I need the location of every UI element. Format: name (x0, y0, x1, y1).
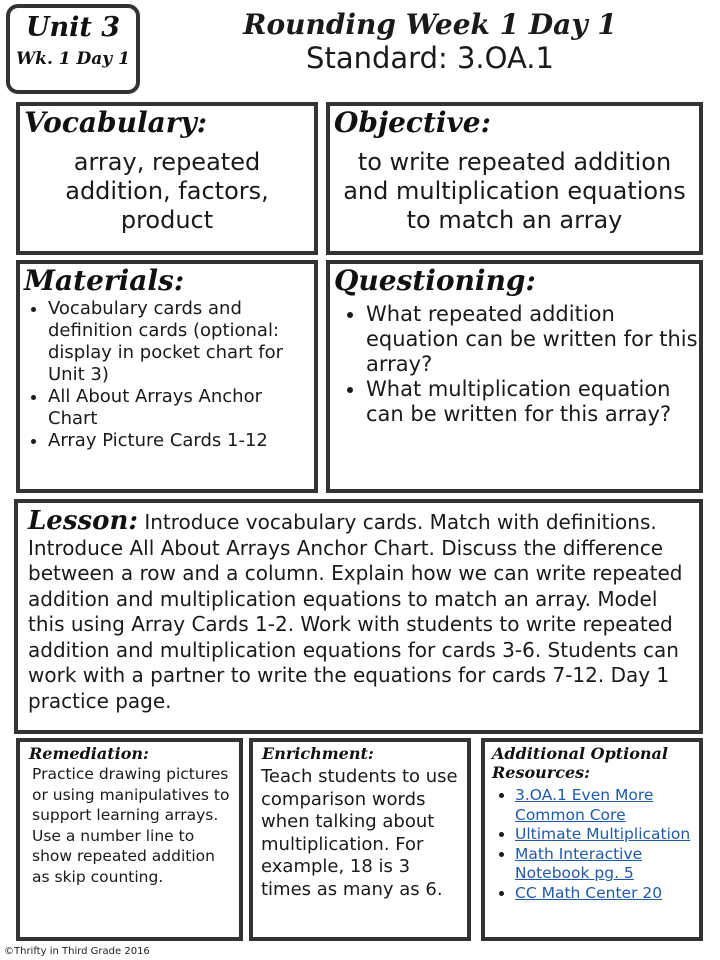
resource-link[interactable]: Ultimate Multiplication (515, 825, 691, 843)
enrichment-heading: Enrichment: (262, 744, 374, 763)
list-item: • What multiplication equation can be written for this array? (366, 377, 699, 427)
objective-text: to write repeated addition and multiplication equations to match an array (343, 148, 686, 234)
list-item (515, 825, 695, 845)
lesson-heading: Lesson: (28, 506, 138, 536)
copyright-footer: ©Thrifty in Third Grade 2016 (0, 944, 154, 960)
questioning-box (326, 260, 703, 493)
list-item (515, 786, 695, 825)
vocabulary-box (16, 102, 318, 255)
list-item: • All About Arrays Anchor Chart (48, 386, 314, 430)
resource-link[interactable]: Math Interactive Notebook pg. 5 (515, 844, 643, 882)
materials-heading: Materials: (24, 264, 185, 297)
resource-link[interactable]: 3.OA.1 Even More Common Core (515, 786, 654, 824)
remediation-heading: Remediation: (29, 744, 149, 763)
vocabulary-heading: Vocabulary: (24, 106, 208, 139)
list-item: • What repeated addition equation can be written for this array? (366, 302, 699, 377)
remediation-text: Practice drawing pictures or using manipulatives to support learning arrays. Use a number line to show repeated addition as skip counting. (32, 765, 230, 886)
list-item (515, 845, 695, 884)
questioning-heading: Questioning: (334, 264, 536, 297)
vocabulary-text: array, repeated addition, factors, product (65, 148, 269, 234)
lesson-box (14, 499, 703, 734)
unit-tab (6, 4, 140, 94)
enrichment-box (249, 738, 471, 941)
objective-heading: Objective: (334, 106, 491, 139)
resources-heading: Additional Optional Resources: (492, 744, 668, 782)
materials-list (20, 298, 314, 452)
resource-link[interactable]: CC Math Center 20 (515, 883, 663, 902)
resources-box (481, 738, 703, 941)
remediation-box (16, 738, 243, 941)
list-item (515, 884, 695, 904)
lesson-text: Introduce vocabulary cards. Match with definitions. Introduce All About Arrays Anchor Chart. Discuss the difference between a row and a column. Explain how we can write repeated addition and multiplication equations to match an array. Model this using Array Cards 1-2. Work with students to write repeated addition and multiplication equations for cards 3-6. Students can work with a partner to write the equations for cards 7-12. Day 1 practice page. (28, 510, 683, 713)
lesson-body (28, 506, 689, 714)
page-header (150, 8, 710, 75)
questioning-list (330, 302, 699, 427)
resources-list (489, 786, 695, 903)
page-title: Rounding Week 1 Day 1 (243, 8, 617, 41)
enrichment-text: Teach students to use comparison words when talking about multiplication. For example, 18 is 3 times as many as 6. (261, 766, 458, 900)
materials-box (16, 260, 318, 493)
objective-box (326, 102, 703, 255)
week-day-label: Wk. 1 Day 1 (16, 49, 130, 69)
list-item: • Array Picture Cards 1-12 (48, 430, 314, 452)
list-item: • Vocabulary cards and definition cards (optional: display in pocket chart for Unit 3) (48, 298, 314, 386)
unit-label: Unit 3 (25, 12, 121, 43)
standard-label: Standard: 3.OA.1 (306, 41, 554, 75)
